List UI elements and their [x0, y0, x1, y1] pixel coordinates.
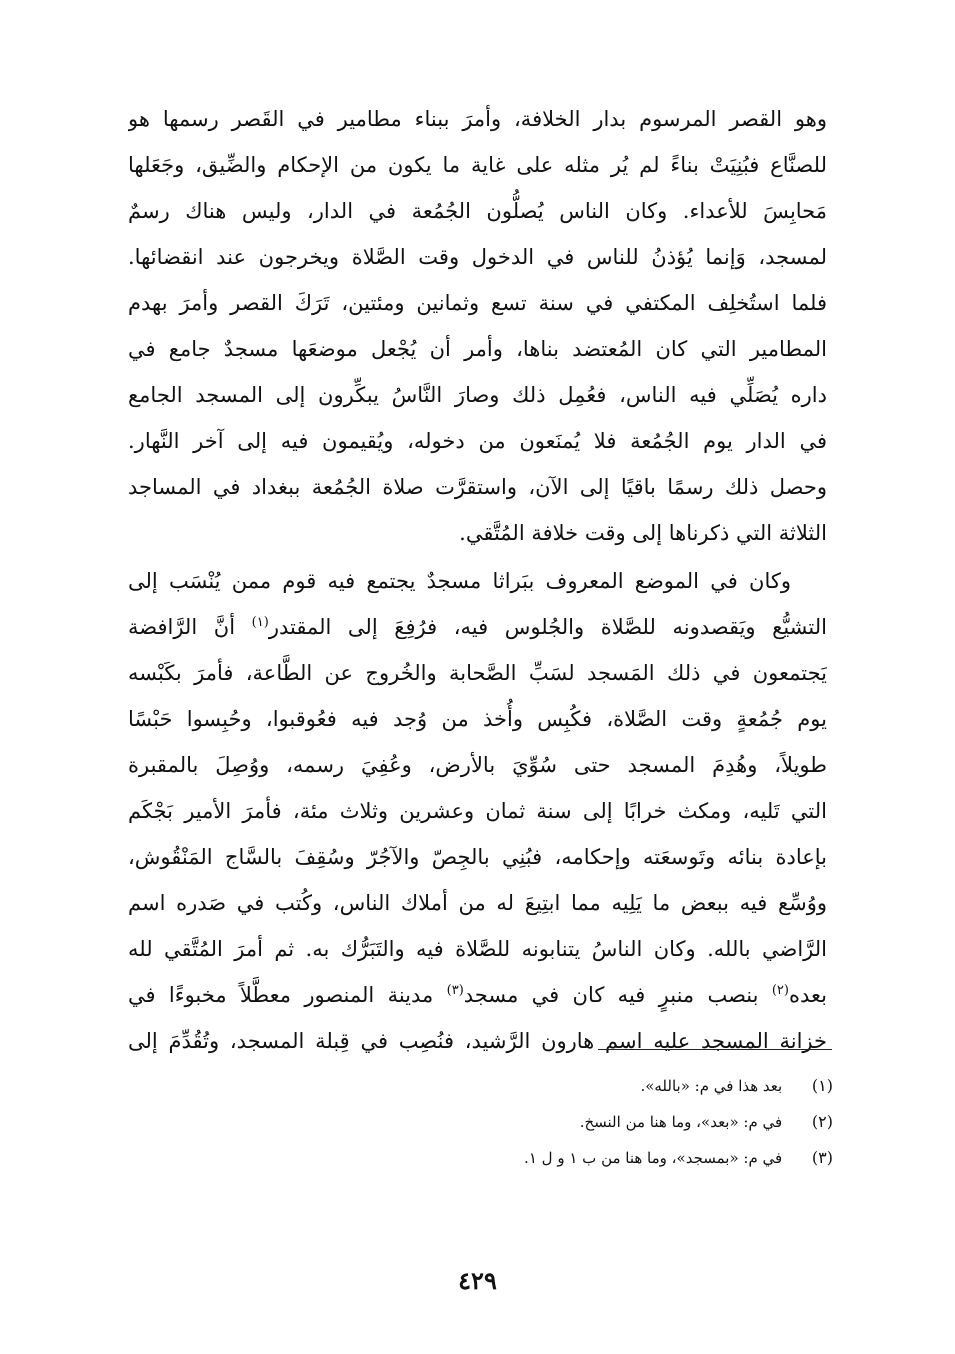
text-segment: مدينة المنصور معطَّلاً مخبوءًا في: [128, 983, 434, 1007]
text-line: داره يُصَلِّي فيه الناس، فعُمِل ذلك وصارَ النَّاسُ يبكِّرون إلى المسجد الجامع: [128, 383, 827, 407]
paragraph-2: [128, 558, 827, 1064]
text-segment: بعده: [788, 983, 827, 1007]
text-line: طويلاً، وهُدِمَ المسجد حتى سُوِّيَ بالأرض، وعُفِيَ رسمه، ووُصِلَ بالمقبرة: [128, 753, 827, 777]
text-segment: التشيُّع ويَقصدونه للصَّلاة والجُلوس فيه، فرُفِعَ إلى المقتدر: [268, 615, 827, 639]
text-line: في الدار يوم الجُمُعة فلا يُمنَعون من دخوله، ويُقيمون فيه إلى آخر النَّهار.: [128, 429, 827, 453]
text-line: [128, 558, 827, 604]
text-line: وحصل ذلك رسمًا باقيًا إلى الآن، واستقرَّت صلاة الجُمُعة ببغداد في المساجد: [128, 475, 827, 499]
footnote: [233, 1140, 833, 1176]
footnote-number: (٢): [811, 1112, 833, 1131]
text-line: يوم جُمُعةٍ وقت الصَّلاة، فكُبِس وأُخذ من وُجد فيه فعُوقبوا، وحُبِسوا حَبْسًا: [128, 707, 827, 731]
text-line: لمسجد، وَإنما يُؤذنُ للناس في الدخول وقت الصَّلاة ويخرجون عند انقضائها.: [128, 245, 827, 269]
footnote-text: بعد هذا في م: «بالله».: [640, 1077, 783, 1095]
text-line: بإعادة بنائه وتَوسعَته وإحكامه، فبُنِي بالجِصّ والآجُرّ وسُقِفَ بالسَّاج المَنْقُوش،: [128, 845, 827, 869]
text-segment: بنصب منبرٍ فيه كان في مسجد: [463, 983, 759, 1007]
text-line: ووُسِّع فيه ببعض ما يَلِيه مما ابتِيعَ له من أملاك الناس، وكُتب في صَدره اسم: [128, 891, 827, 915]
text-line: [128, 972, 827, 1018]
text-line: التي تَليه، ومكث خرابًا إلى سنة ثمان وعشرين وثلاث مئة، فأمرَ الأمير بَجْكَم: [128, 799, 827, 823]
text-line: الرَّاضي بالله. وكان الناسُ يتنابونه للصَّلاة فيه والتَبَرُّك به. ثم أمرَ المُتَّقي لله: [128, 937, 827, 961]
footnote-number: (٣): [811, 1148, 833, 1167]
page-number: ٤٢٩: [458, 1266, 497, 1295]
footnote-text: في م: «بعد»، وما هنا من النسخ.: [579, 1113, 783, 1131]
text-line: خزانة المسجد عليه اسم هارون الرَّشيد، فنُصِب في قِبلة المسجد، وتُقُدِّمَ إلى: [128, 1029, 827, 1053]
footnotes: [233, 1068, 833, 1176]
text-line: فلما استُخلِف المكتفي في سنة تسع وثمانين ومئتين، تَرَكَ القصر وأمرَ بهدم: [128, 291, 827, 315]
footnote: [233, 1104, 833, 1140]
text-segment: أنَّ الرَّافضة: [128, 615, 236, 639]
paragraph-1: [128, 96, 827, 556]
footnote-text: في م: «بمسجد»، وما هنا من ب ١ و ل ١.: [524, 1149, 783, 1167]
text-line: وهو القصر المرسوم بدار الخلافة، وأمرَ ببناء مطامير في القَصر رسمها هو: [128, 107, 827, 131]
text-line: مَحابِسَ للأعداء. وكان الناس يُصلُّون الجُمُعة في الدار، وليس هناك رسمٌ: [128, 199, 827, 223]
text-segment: وكان في الموضع المعروف ببَراثا مسجدٌ يجتمع فيه قوم ممن يُنْسَب إلى: [128, 569, 791, 593]
footnote-marker: (٢): [771, 983, 789, 998]
text-line: للصنَّاع فبُنِيَتْ بناءً لم يُر مثله على غاية ما يكون من الإحكام والضِّيق، وجَعَلها: [128, 153, 827, 177]
text-line: [128, 604, 827, 650]
text-line: الثلاثة التي ذكرناها إلى وقت خلافة المُتَّقي.: [459, 521, 827, 545]
footnote-marker: (٣): [446, 983, 464, 998]
text-line: المطامير التي كان المُعتضد بناها، وأمر أن يُجْعل موضعَها مسجدٌ جامع في: [128, 337, 827, 361]
text-line: يَجتمعون في ذلك المَسجد لسَبِّ الصَّحابة والخُروج عن الطَّاعة، فأمرَ بكَبْسه: [128, 661, 827, 685]
footnote-separator: [598, 1049, 832, 1050]
footnote-number: (١): [811, 1076, 833, 1095]
footnote-marker: (١): [251, 615, 269, 630]
footnote: [233, 1068, 833, 1104]
